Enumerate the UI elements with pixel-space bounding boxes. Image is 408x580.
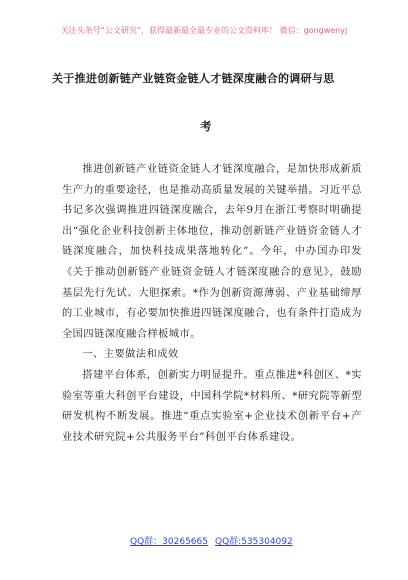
section-heading: 一、主要做法和成效: [82, 349, 179, 361]
document-body: [62, 160, 362, 448]
body-paragraph: 推进创新链产业链资金链人才链深度融合，是加快形成新质生产力的重要途径，也是推动高质量发展的关键举措。习近平总书记多次强调推进四链深度融合，去年9月在浙江考察时明确提出“强化企业科技创新主体地位，推动创新链产业链资金链人才链深度融合，加快科技成果落地转化”。今年，中办国办印发《关于推动创新链产业链资金链人才链深度融合的意见》，鼓励基层先行先试、大胆探索。*作为创新资源薄弱、产业基础缔厚的工业城市，有必要加快推进四链深度融合，也有条件打造成为全国四链深度融合样板城市。: [62, 164, 362, 340]
qq-group-link-2[interactable]: QQ群:535304092: [215, 537, 293, 547]
title-line-2: 考: [200, 120, 212, 133]
document-title: [52, 70, 360, 136]
qq-group-link-1[interactable]: QQ群：30265665: [130, 537, 208, 547]
title-line-1: 关于推进创新链产业链资金链人才链深度融合的调研与思: [52, 72, 335, 85]
promo-banner: 关注头条号“公文研究”，获得最新最全最专业的公文资料库！ 微信：gongwenyj: [60, 26, 348, 35]
body-paragraph: 搭建平台体系，创新实力明显提升。重点推进*科创区、*实验室等重大科创平台建设，中国科学院*材料所、*研究院等新型研发机构不断发展。推进“重点实验室+企业技术创新平台+产业技术研究院+公共服务平台”科创平台体系建设。: [62, 369, 362, 443]
